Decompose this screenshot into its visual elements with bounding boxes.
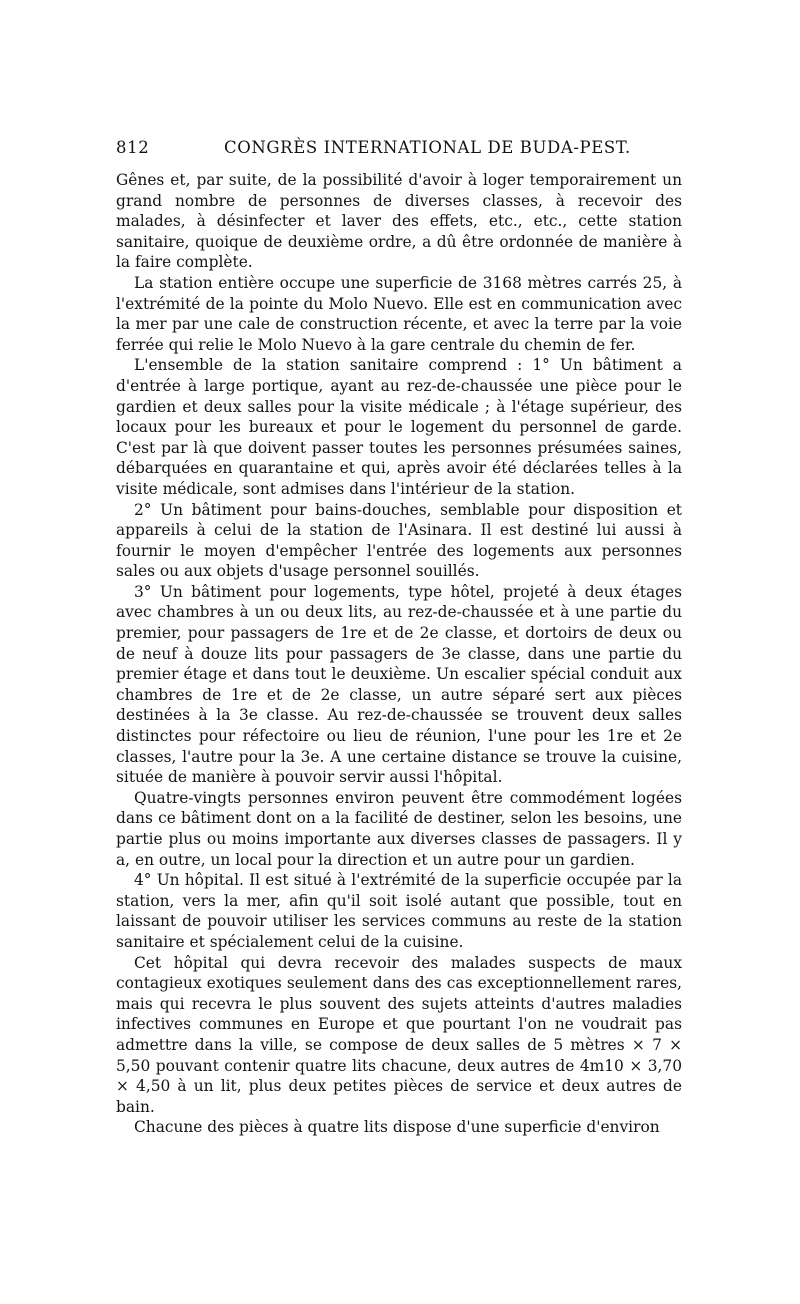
page-header bbox=[116, 138, 682, 166]
paragraph: 2° Un bâtiment pour bains-douches, semblable pour disposition et appareils à celui de la station de l'Asinara. Il est destiné lui aussi à fournir le moyen d'empêcher l'entrée des logements aux personnes sales ou aux objets d'usage personnel souillés. bbox=[116, 500, 682, 581]
paragraph: L'ensemble de la station sanitaire comprend : 1° Un bâtiment a d'entrée à large portique, ayant au rez-de-chaussée une pièce pour le gardien et deux salles pour la visite médicale ; à l'étage supérieur, des locaux pour les bureaux et pour le logement du personnel de garde. C'est par là que doivent passer toutes les personnes présumées saines, débarquées en quarantaine et qui, après avoir été déclarées telles à la visite médicale, sont admises dans l'intérieur de la station. bbox=[116, 356, 682, 498]
paragraph: La station entière occupe une superficie de 3168 mètres carrés 25, à l'extrémité de la pointe du Molo Nuevo. Elle est en communication avec la mer par une cale de construction récente, et avec la terre par la voie ferrée qui relie le Molo Nuevo à la gare centrale du chemin de fer. bbox=[116, 273, 682, 354]
paragraph: 3° Un bâtiment pour logements, type hôtel, projeté à deux étages avec chambres à un ou deux lits, au rez-de-chaussée et à une partie du premier, pour passagers de 1re et de 2e classe, et dortoirs de deux ou de neuf à douze lits pour passagers de 3e classe, dans une partie du premier étage et dans tout le deuxième. Un escalier spécial conduit aux chambres de 1re et de 2e classe, un autre séparé sert aux pièces destinées à la 3e classe. Au rez-de-chaussée se trouvent deux salles distinctes pour réfectoire ou lieu de réunion, l'une pour les 1re et 2e classes, l'autre pour la 3e. A une certaine distance se trouve la cuisine, située de manière à pouvoir servir aussi l'hôpital. bbox=[116, 582, 682, 787]
paragraph: Cet hôpital qui devra recevoir des malades suspects de maux contagieux exotiques seulement dans des cas exceptionnellement rares, mais qui recevra le plus souvent des sujets atteints d'autres maladies infectives communes en Europe et que pourtant l'on ne voudrait pas admettre dans la ville, se compose de deux salles de 5 mètres × 7 × 5,50 pouvant contenir quatre lits chacune, deux autres de 4m10 × 3,70 × 4,50 à un lit, plus deux petites pièces de service et deux autres de bain. bbox=[116, 953, 682, 1116]
book-page bbox=[116, 138, 682, 1138]
paragraph: 4° Un hôpital. Il est situé à l'extrémité de la superficie occupée par la station, vers la mer, afin qu'il soit isolé autant que possible, tout en laissant de pouvoir utiliser les services communs au reste de la station sanitaire et spécialement celui de la cuisine. bbox=[116, 871, 682, 951]
paragraph: Gênes et, par suite, de la possibilité d'avoir à loger temporairement un grand nombre de personnes de diverses classes, à recevoir des malades, à désinfecter et laver des effets, etc., etc., cette station sanitaire, quoique de deuxième ordre, a dû être ordonnée de manière à la faire complète. bbox=[116, 171, 682, 272]
page-number: 812 bbox=[116, 138, 150, 157]
paragraph: Chacune des pièces à quatre lits dispose d'une superficie d'environ bbox=[134, 1118, 660, 1137]
running-title: CONGRÈS INTERNATIONAL DE BUDA-PEST. bbox=[224, 138, 631, 157]
paragraph: Quatre-vingts personnes environ peuvent être commodément logées dans ce bâtiment dont on a la facilité de destiner, selon les besoins, une partie plus ou moins importante aux diverses classes de passagers. Il y a, en outre, un local pour la direction et un autre pour un gardien. bbox=[116, 788, 682, 869]
page-body bbox=[116, 170, 682, 1138]
